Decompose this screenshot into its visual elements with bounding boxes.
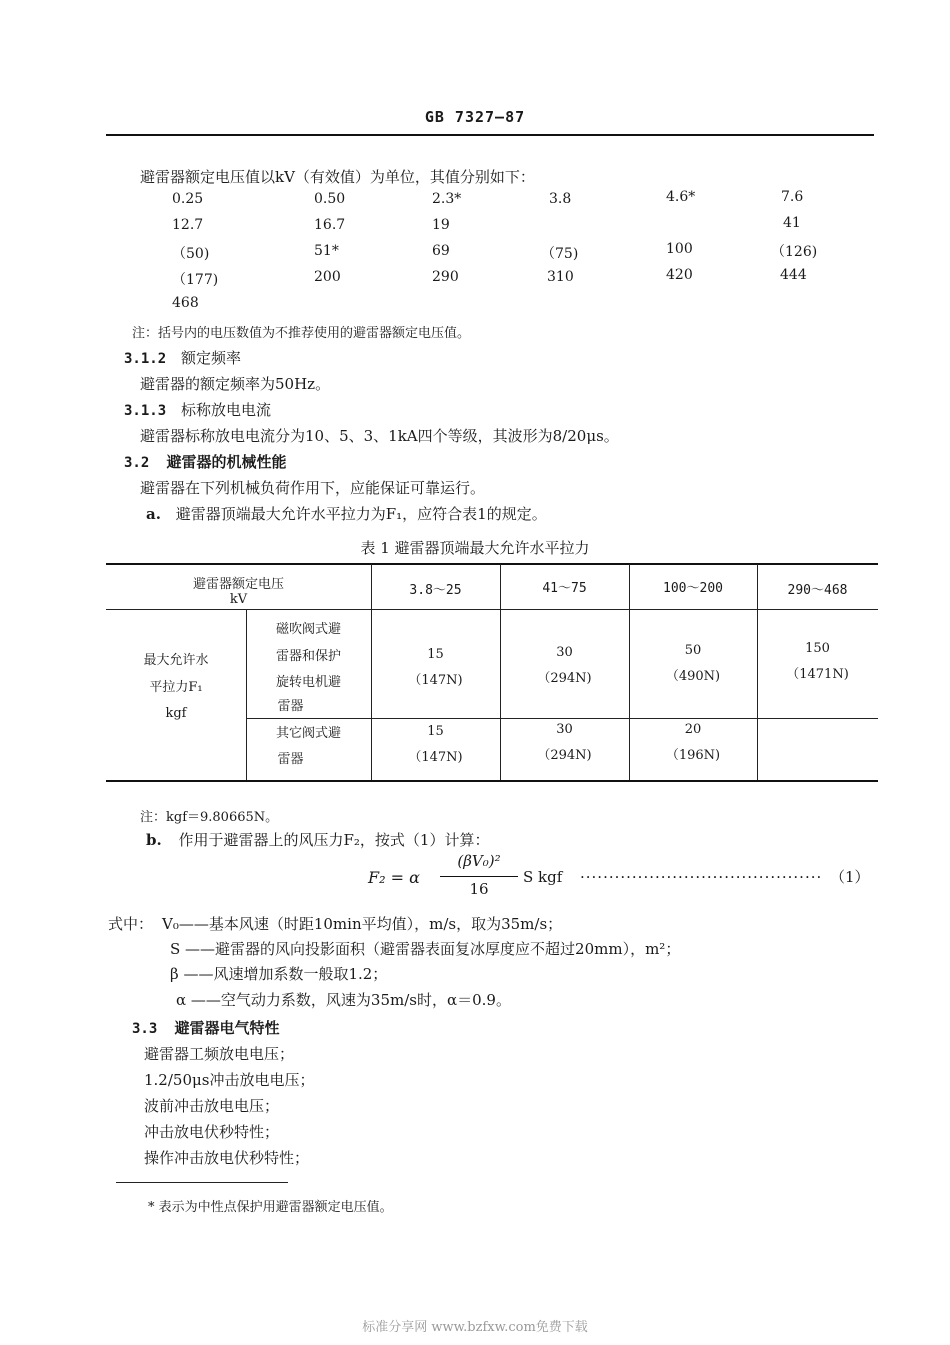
section-number: 3.3 — [132, 1021, 158, 1037]
table-col-header: 3.8～25 — [409, 583, 462, 598]
voltage-value: （50) — [172, 246, 210, 262]
note-brackets: 注：括号内的电压数值为不推荐使用的避雷器额定电压值。 — [132, 326, 471, 341]
voltage-value: 51* — [314, 243, 339, 259]
voltage-value: 12.7 — [172, 217, 204, 233]
watermark: 标准分享网 www.bzfxw.com免费下载 — [362, 1320, 588, 1335]
table-cell-value: 150 — [805, 641, 830, 656]
row-label: 最大允许水 — [143, 653, 209, 668]
table-bottom-rule — [106, 780, 878, 782]
table-header-rule — [106, 609, 878, 610]
where-item: S ——避雷器的风向投影面积（避雷器表面复冰厚度应不超过20mm），m²； — [170, 940, 681, 958]
voltage-value: 468 — [172, 295, 199, 311]
section-3-2 — [124, 451, 287, 472]
section-title: 额定频率 — [180, 349, 241, 367]
discharge-current-text: 避雷器标称放电电流分为10、5、3、1kA四个等级，其波形为8/20μs。 — [140, 427, 619, 445]
table-top-rule — [106, 563, 878, 565]
voltage-value: 4.6* — [666, 189, 696, 205]
where-item: α ——空气动力系数，风速为35m/s时，α＝0.9。 — [176, 991, 511, 1009]
item-b — [146, 829, 489, 850]
sub-category-label: 其它阀式避 — [275, 726, 341, 741]
voltage-value: 19 — [432, 217, 450, 233]
formula-numerator: (βV₀)² — [457, 852, 501, 870]
table-cell-value: 20 — [684, 722, 702, 737]
table-cell-value: 15 — [427, 724, 444, 739]
section-number: 3.2 — [124, 455, 150, 471]
table-corner-unit: kV — [229, 592, 248, 607]
section-3-1-3 — [124, 399, 271, 420]
voltage-value: 290 — [432, 269, 459, 285]
footnote-rule — [116, 1182, 288, 1183]
table-cell-newton: （147N) — [408, 673, 463, 688]
mechanical-text: 避雷器在下列机械负荷作用下，应能保证可靠运行。 — [140, 479, 486, 497]
table-cell-newton: （294N) — [537, 671, 592, 686]
formula-leader: ·········································· — [580, 868, 823, 886]
section-title: 避雷器的机械性能 — [166, 453, 287, 471]
table-cell-newton: （147N) — [408, 750, 463, 765]
note-kgf: 注：kgf＝9.80665N。 — [140, 810, 279, 825]
rated-frequency-text: 避雷器的额定频率为50Hz。 — [140, 375, 331, 393]
voltage-value: 3.8 — [549, 191, 572, 207]
voltage-value: 16.7 — [314, 217, 346, 233]
section-title: 避雷器电气特性 — [174, 1019, 280, 1037]
table-corner-label: 避雷器额定电压 — [192, 577, 284, 592]
table-cell-newton: （294N) — [537, 748, 592, 763]
item-text: 避雷器顶端最大允许水平拉力为F₁，应符合表1的规定。 — [175, 505, 547, 523]
table-cell-newton: （1471N) — [786, 667, 849, 682]
table-col-header: 41～75 — [542, 581, 587, 596]
sub-category-label: 雷器 — [277, 752, 304, 767]
item-text: 作用于避雷器上的风压力F₂，按式（1）计算： — [178, 831, 490, 849]
where-item: V₀——基本风速（时距10min平均值），m/s，取为35m/s； — [162, 915, 563, 933]
sub-category-label: 磁吹阀式避 — [275, 622, 341, 637]
sub-category-label: 雷器和保护 — [275, 649, 341, 664]
table-cell-value: 30 — [556, 722, 573, 737]
table-col-header: 100～200 — [663, 581, 723, 596]
formula-rhs: S kgf — [523, 868, 563, 886]
electrical-item: 波前冲击放电电压； — [144, 1097, 280, 1115]
table-cell-value: 15 — [427, 647, 444, 662]
section-number: 3.1.3 — [124, 403, 167, 419]
fraction-bar — [440, 876, 518, 877]
item-a — [146, 503, 547, 524]
where-item: β ——风速增加系数一般取1.2； — [170, 965, 388, 983]
where-lead: 式中： — [108, 915, 154, 933]
formula-number: （1） — [830, 868, 870, 886]
voltage-value: 7.6 — [781, 189, 804, 205]
electrical-item: 冲击放电伏秒特性； — [144, 1123, 280, 1141]
table-cell-newton: （490N) — [665, 669, 721, 684]
section-number: 3.1.2 — [124, 351, 167, 367]
header-rule — [106, 134, 874, 136]
voltage-value: 310 — [547, 269, 574, 285]
section-3-1-2 — [124, 347, 241, 368]
voltage-value: （75) — [541, 246, 579, 262]
table-cell-value: 50 — [684, 643, 702, 658]
section-3-3 — [132, 1017, 280, 1038]
voltage-value: （126) — [771, 244, 818, 260]
row-label: 平拉力F₁ — [149, 680, 203, 695]
voltage-value: 69 — [432, 243, 450, 259]
voltage-value: 100 — [666, 241, 693, 257]
row-label: kgf — [165, 706, 187, 721]
voltage-value: 420 — [666, 267, 693, 283]
sub-category-label: 雷器 — [277, 699, 304, 714]
electrical-item: 避雷器工频放电电压； — [144, 1045, 295, 1063]
table-col-header: 290～468 — [787, 583, 848, 598]
formula-lhs: F₂ = α — [368, 868, 420, 887]
formula-denominator: 16 — [469, 880, 489, 898]
voltage-value: 41 — [783, 215, 801, 231]
table-cell-value: 30 — [556, 645, 573, 660]
footnote: * 表示为中性点保护用避雷器额定电压值。 — [148, 1200, 393, 1215]
item-label: a. — [146, 505, 161, 523]
voltage-value: 0.50 — [314, 191, 346, 207]
voltage-value: 0.25 — [172, 191, 204, 207]
electrical-item: 1.2/50μs冲击放电电压； — [144, 1071, 315, 1089]
electrical-item: 操作冲击放电伏秒特性； — [144, 1149, 310, 1167]
sub-category-label: 旋转电机避 — [275, 675, 341, 690]
document-code: GB 7327—87 — [424, 108, 526, 126]
intro-text: 避雷器额定电压值以kV（有效值）为单位，其值分别如下： — [140, 168, 535, 186]
section-title: 标称放电电流 — [180, 401, 271, 419]
table-cell-newton: （196N) — [665, 748, 721, 763]
voltage-value: （177) — [172, 272, 219, 288]
voltage-value: 444 — [780, 267, 807, 283]
table-caption: 表 1 避雷器顶端最大允许水平拉力 — [360, 539, 590, 557]
voltage-value: 200 — [314, 269, 341, 285]
item-label: b. — [146, 831, 162, 849]
voltage-value: 2.3* — [432, 191, 462, 207]
